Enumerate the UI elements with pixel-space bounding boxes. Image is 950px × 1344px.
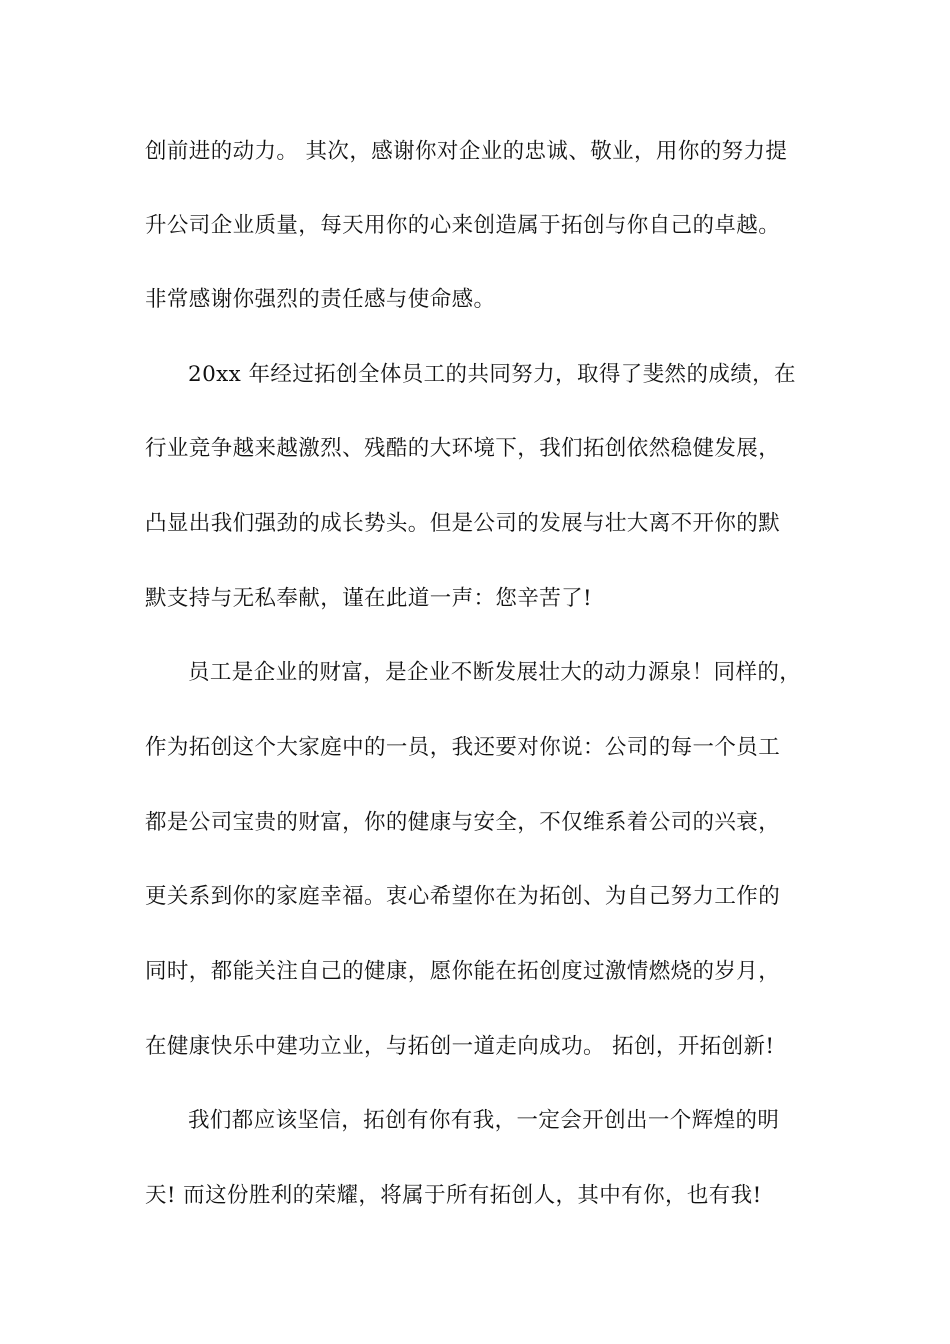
paragraph-line: 员工是企业的财富，是企业不断发展壮大的动力源泉！同样的， <box>188 660 802 685</box>
paragraph-line: 更关系到你的家庭幸福。衷心希望你在为拓创、为自己努力工作的 <box>145 884 781 909</box>
paragraph-line: 默支持与无私奉献，谨在此道一声：您辛苦了! <box>145 586 593 611</box>
paragraph-line: 我们都应该坚信，拓创有你有我，一定会开创出一个辉煌的明 <box>188 1108 780 1133</box>
paragraph-line: 20xx 年经过拓创全体员工的共同努力，取得了斐然的成绩，在 <box>188 362 796 387</box>
paragraph-line: 非常感谢你强烈的责任感与使命感。 <box>145 287 496 312</box>
paragraph-line: 升公司企业质量，每天用你的心来创造属于拓创与你自己的卓越。 <box>145 213 781 238</box>
paragraph-line: 凸显出我们强劲的成长势头。但是公司的发展与壮大离不开你的默 <box>145 511 781 536</box>
paragraph-line: 在健康快乐中建功立业，与拓创一道走向成功。 拓创，开拓创新! <box>145 1034 775 1059</box>
paragraph-line: 同时，都能关注自己的健康，愿你能在拓创度过激情燃烧的岁月， <box>145 959 781 984</box>
paragraph-line: 都是公司宝贵的财富，你的健康与安全，不仅维系着公司的兴衰， <box>145 810 781 835</box>
paragraph-line: 作为拓创这个大家庭中的一员，我还要对你说：公司的每一个员工 <box>145 735 781 760</box>
paragraph-line: 行业竞争越来越激烈、残酷的大环境下，我们拓创依然稳健发展， <box>145 436 781 461</box>
paragraph-line: 创前进的动力。 其次，感谢你对企业的忠诚、敬业，用你的努力提 <box>145 139 788 164</box>
paragraph-line: 天! 而这份胜利的荣耀，将属于所有拓创人，其中有你，也有我! <box>145 1183 762 1208</box>
